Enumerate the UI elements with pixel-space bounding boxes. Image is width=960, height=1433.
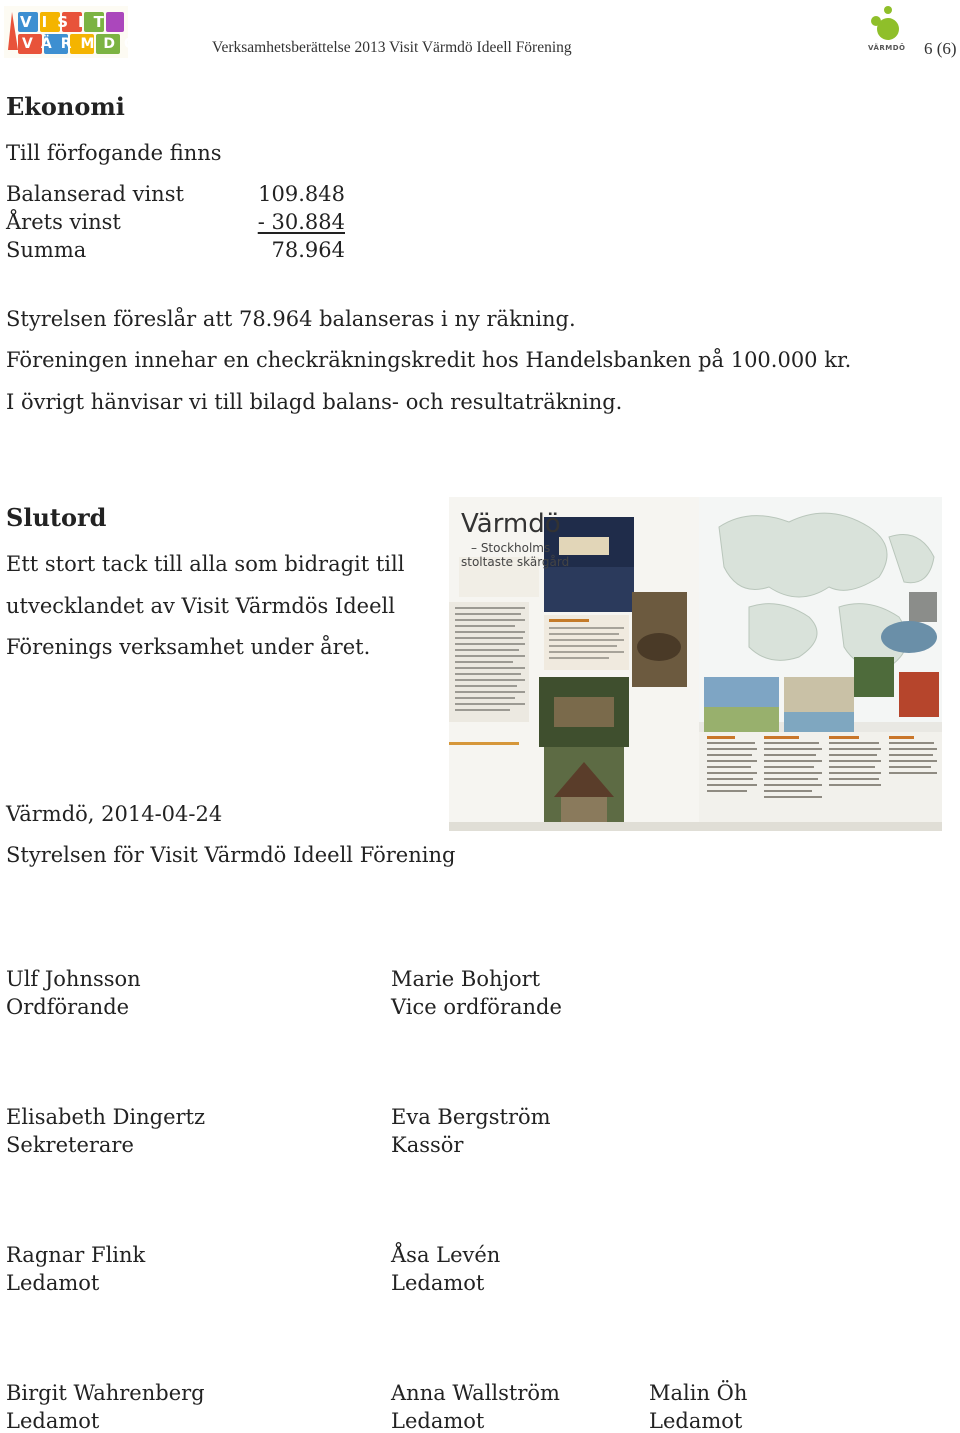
- slutord-heading: Slutord: [6, 503, 107, 532]
- visit-varmdo-logo: VISIT VÄRMDÖ: [4, 6, 128, 58]
- signature-name: Anna Wallström: [391, 1381, 560, 1405]
- row-value-summa: 78.964: [271, 238, 345, 262]
- signature-role: Ledamot: [6, 1271, 100, 1295]
- signature-name: Ragnar Flink: [6, 1243, 146, 1267]
- brochure-subtitle-2: stoltaste skärgård: [461, 555, 570, 569]
- ekonomi-para1: Styrelsen föreslår att 78.964 balanseras i ny räkning.: [6, 307, 576, 331]
- signature-name: Åsa Levén: [391, 1243, 501, 1267]
- ekonomi-intro: Till förfogande finns: [6, 141, 222, 165]
- slutord-line3: Förenings verksamhet under året.: [6, 635, 371, 659]
- brochure-subtitle: – Stockholms: [471, 541, 551, 555]
- signature-name: Eva Bergström: [391, 1105, 551, 1129]
- board-line: Styrelsen för Visit Värmdö Ideell Förening: [6, 843, 456, 867]
- place-date: Värmdö, 2014-04-24: [6, 802, 223, 826]
- row-value-balanserad: 109.848: [258, 182, 345, 206]
- signature-role: Ledamot: [6, 1409, 100, 1433]
- signature-role: Vice ordförande: [391, 995, 562, 1019]
- brochure-photo: [449, 497, 942, 831]
- signature-role: Ledamot: [649, 1409, 743, 1433]
- brochure-title: Värmdö: [461, 509, 561, 539]
- row-label-summa: Summa: [6, 238, 87, 262]
- signature-name: Elisabeth Dingertz: [6, 1105, 206, 1129]
- row-value-arets-vinst: - 30.884: [257, 210, 345, 234]
- slutord-line1: Ett stort tack till alla som bidragit till: [6, 552, 405, 576]
- varmdo-kommun-logo: [866, 3, 906, 53]
- signature-role: Kassör: [391, 1133, 464, 1157]
- ekonomi-para3: I övrigt hänvisar vi till bilagd balans- och resultaträkning.: [6, 390, 623, 414]
- signature-name: Marie Bohjort: [391, 967, 541, 991]
- page-number: 6 (6): [924, 39, 957, 58]
- signature-name: Ulf Johnsson: [6, 967, 141, 991]
- row-label-arets-vinst: Årets vinst: [6, 210, 121, 234]
- signature-role: Ledamot: [391, 1409, 485, 1433]
- slutord-line2: utvecklandet av Visit Värmdös Ideell: [6, 594, 395, 618]
- ekonomi-heading: Ekonomi: [6, 92, 125, 121]
- ekonomi-para2: Föreningen innehar en checkräkningskredit hos Handelsbanken på 100.000 kr.: [6, 348, 852, 372]
- signature-role: Sekreterare: [6, 1133, 134, 1157]
- signature-role: Ledamot: [391, 1271, 485, 1295]
- varmdo-kommun-logo-text: VÄRMDÖ: [868, 44, 906, 52]
- signature-name: Birgit Wahrenberg: [6, 1381, 205, 1405]
- signature-name: Malin Öh: [649, 1381, 748, 1405]
- signature-role: Ordförande: [6, 995, 130, 1019]
- header-title: Verksamhetsberättelse 2013 Visit Värmdö Ideell Förening: [212, 39, 572, 56]
- row-label-balanserad: Balanserad vinst: [6, 182, 184, 206]
